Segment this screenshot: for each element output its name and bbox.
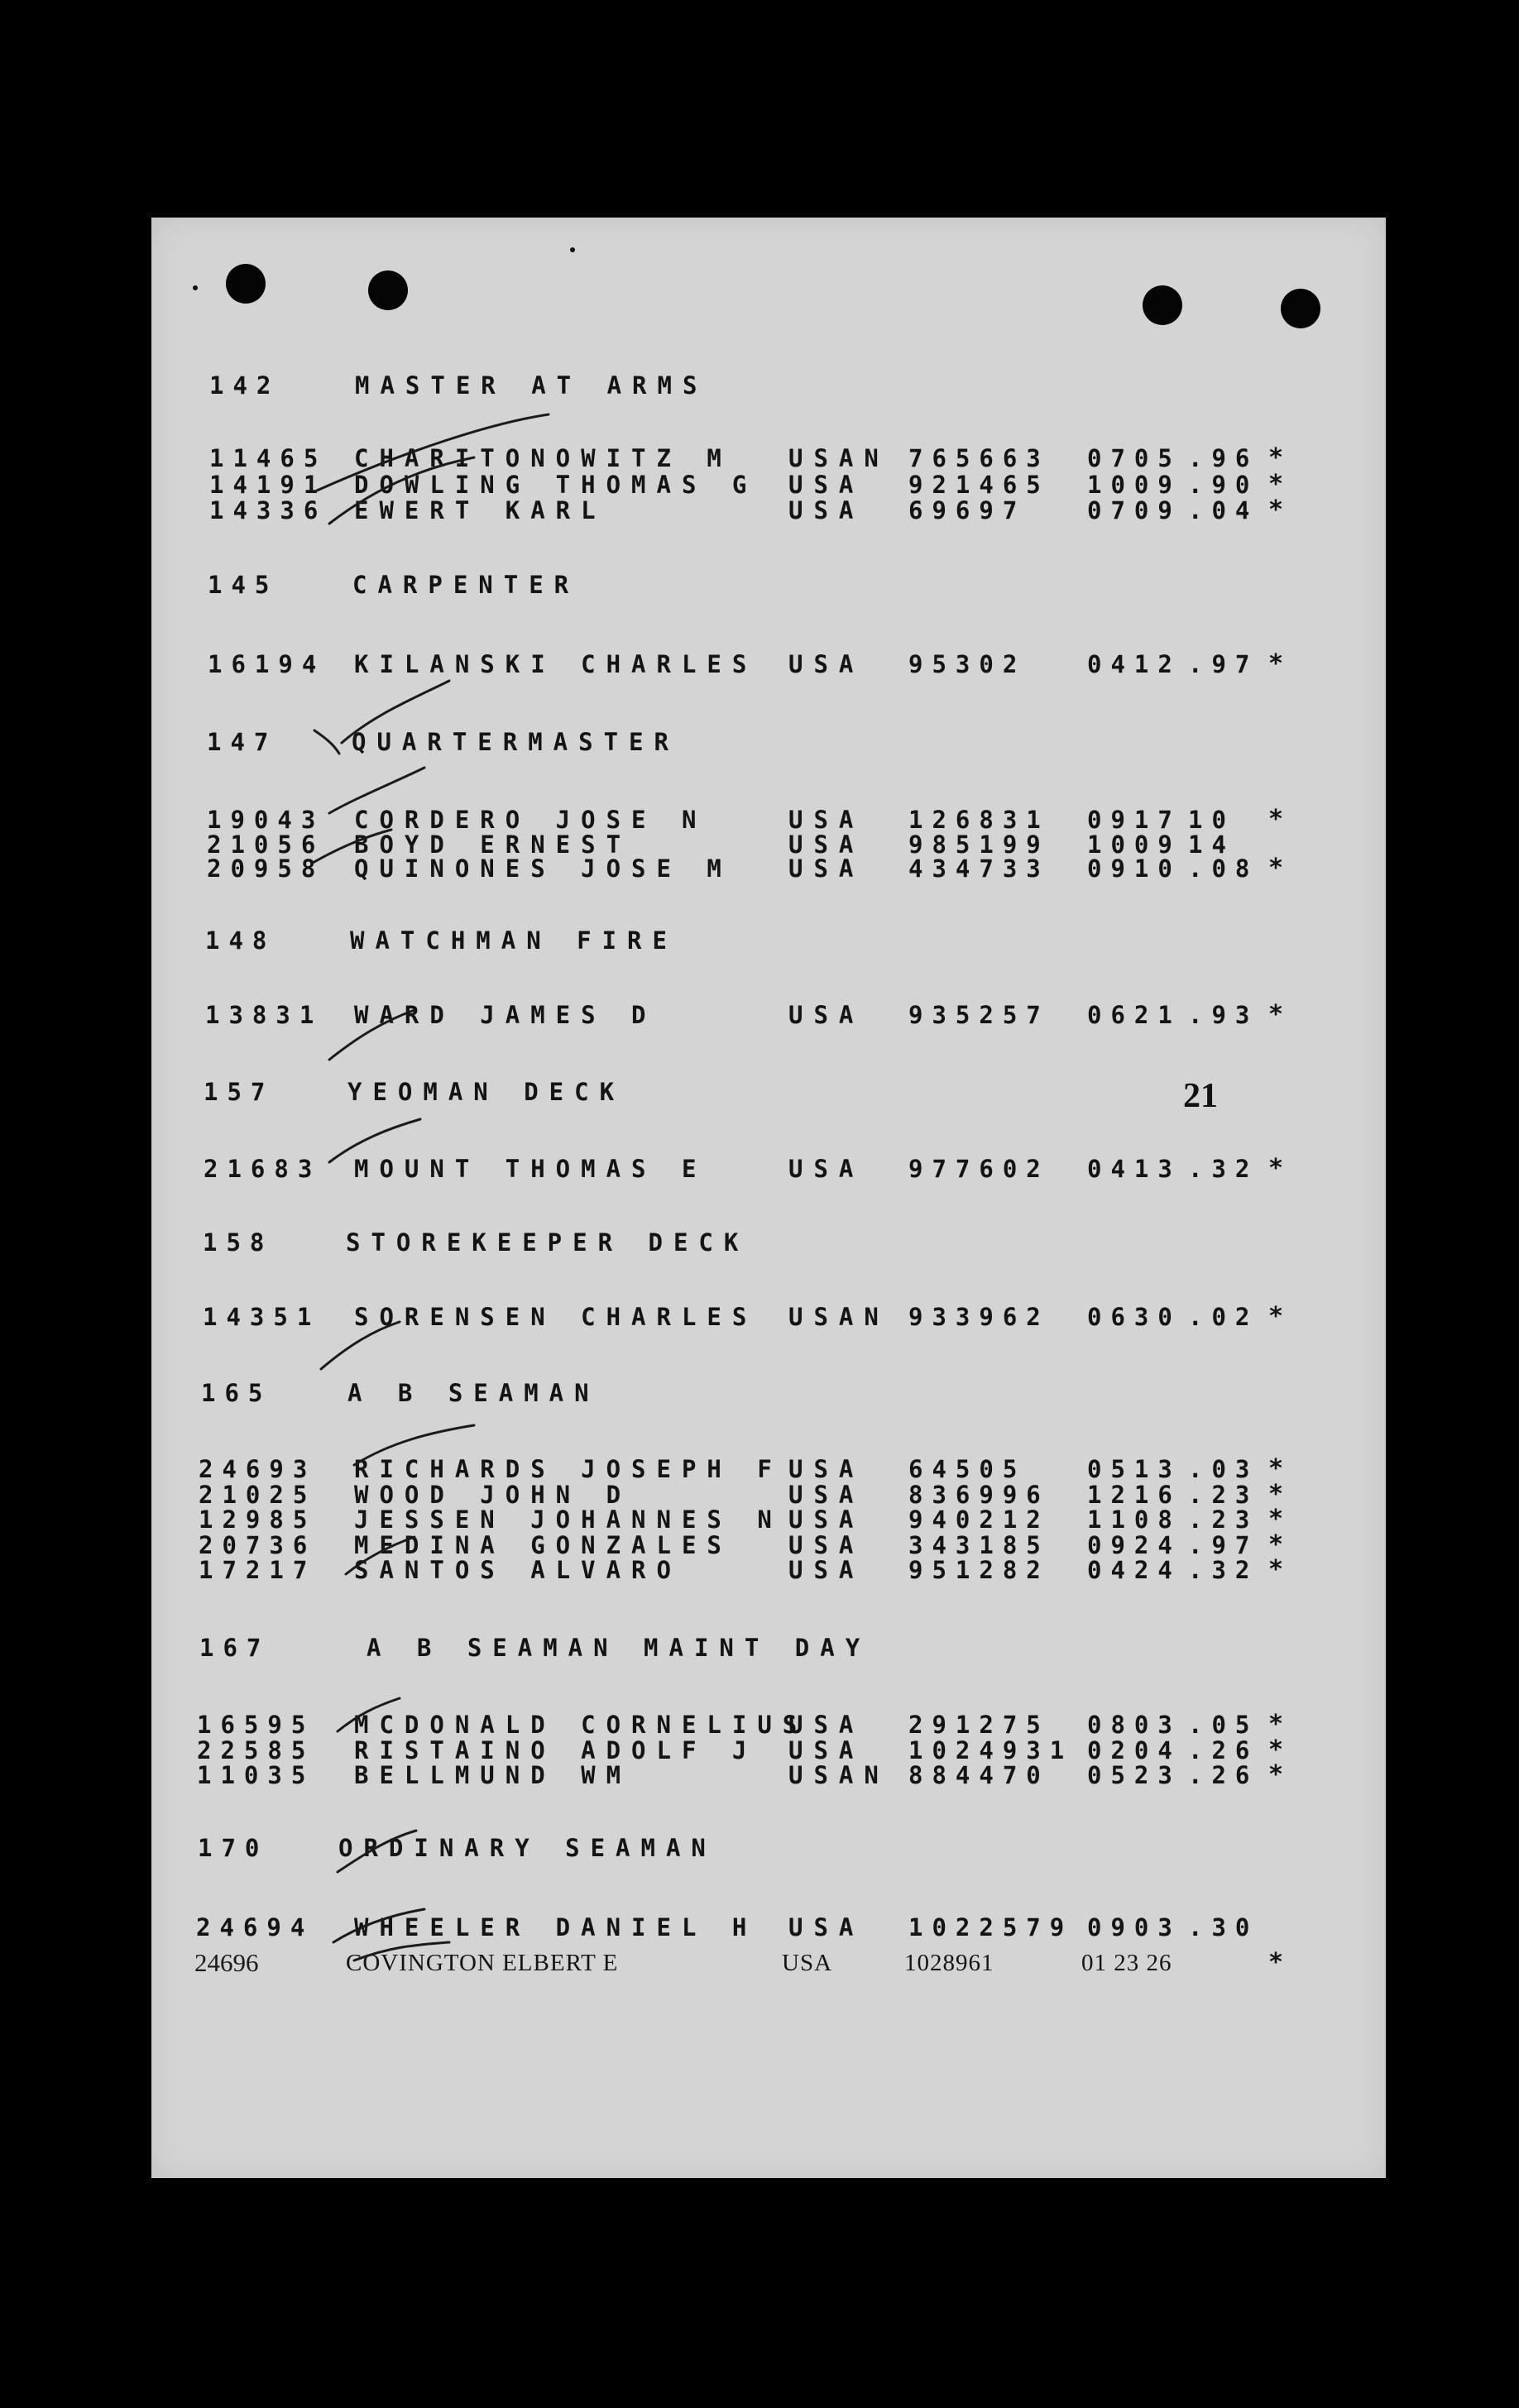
crew-name: BOYD ERNEST [354, 831, 632, 859]
crew-value: .32 [1188, 1155, 1259, 1183]
crew-value: 10 [1188, 806, 1235, 834]
check-mark [338, 1698, 400, 1731]
crew-date: 1009 [1087, 471, 1181, 499]
crew-nationality: USA [788, 1506, 865, 1534]
check-mark [321, 1322, 400, 1369]
crew-name: WOOD JOHN D [354, 1481, 632, 1509]
crew-number: 836996 [908, 1481, 1050, 1509]
asterisk-mark: * [1268, 1555, 1284, 1584]
crew-nationality: USA [788, 1913, 865, 1941]
crew-nationality: USAN [788, 444, 889, 472]
crew-name: CORDERO JOSE N [354, 806, 707, 834]
crew-value: .30 [1188, 1913, 1259, 1941]
asterisk-mark: * [1268, 854, 1284, 883]
crew-id: 21025 [199, 1481, 317, 1509]
crew-name: MEDINA GONZALES [354, 1531, 732, 1559]
asterisk-mark: * [1268, 1454, 1284, 1483]
crew-id: 20736 [199, 1531, 317, 1559]
crew-nationality: USA [788, 1481, 865, 1509]
check-mark [329, 457, 474, 524]
crew-nationality: USA [788, 1736, 865, 1764]
rating-code: 157 [204, 1078, 275, 1106]
crew-number: 434733 [908, 855, 1050, 883]
check-mark [329, 768, 424, 813]
crew-id: 21683 [204, 1155, 322, 1183]
check-mark [317, 414, 549, 491]
crew-name: KILANSKI CHARLES [354, 650, 758, 678]
crew-value: .96 [1188, 444, 1259, 472]
crew-date: 01 23 26 [1081, 1950, 1172, 1976]
crew-nationality: USA [788, 471, 865, 499]
crew-name: MCDONALD CORNELIUS [354, 1711, 808, 1739]
rating-code: 167 [199, 1634, 271, 1662]
asterisk-mark: * [1268, 1000, 1284, 1029]
crew-date: 0910 [1087, 855, 1181, 883]
crew-number: 985199 [908, 831, 1050, 859]
rating-title: WATCHMAN FIRE [350, 926, 678, 955]
crew-id: 12985 [199, 1506, 317, 1534]
crew-number: 1028961 [904, 1950, 994, 1976]
asterisk-mark: * [1268, 1530, 1284, 1559]
check-mark [314, 730, 339, 754]
crew-id: 19043 [207, 806, 325, 834]
crew-number: 69697 [908, 496, 1027, 524]
crew-id: 24696 [194, 1948, 259, 1977]
crew-nationality: USA [788, 1001, 865, 1029]
rating-title: QUARTERMASTER [352, 728, 679, 756]
check-mark [346, 1537, 414, 1574]
asterisk-mark: * [1268, 1710, 1284, 1739]
rating-title: YEOMAN DECK [347, 1078, 625, 1106]
crew-value: .23 [1188, 1506, 1259, 1534]
asterisk-mark: * [1268, 1505, 1284, 1534]
check-mark [354, 1425, 474, 1465]
crew-name: EWERT KARL [354, 496, 606, 524]
asterisk-mark: * [1268, 1480, 1284, 1509]
crew-id: 21056 [207, 831, 325, 859]
check-mark [338, 1831, 416, 1872]
asterisk-mark: * [1268, 1735, 1284, 1764]
crew-nationality: USA [788, 855, 865, 883]
crew-nationality: USA [788, 496, 865, 524]
handwritten-check-marks [151, 218, 1386, 2178]
asterisk-mark: * [1268, 443, 1284, 472]
asterisk-mark: * [1268, 1154, 1284, 1183]
crew-value: .03 [1188, 1455, 1259, 1483]
rating-code: 142 [209, 371, 280, 400]
crew-nationality: USA [788, 1711, 865, 1739]
rating-code: 145 [208, 571, 279, 599]
crew-nationality: USA [788, 1155, 865, 1183]
crew-value: .93 [1188, 1001, 1259, 1029]
crew-id: 11465 [209, 444, 328, 472]
crew-date: 0204 [1087, 1736, 1181, 1764]
crew-date: 0630 [1087, 1303, 1181, 1331]
crew-nationality: USA [788, 1531, 865, 1559]
crew-nationality: USA [788, 1455, 865, 1483]
crew-number: 921465 [908, 471, 1050, 499]
check-mark [354, 1942, 449, 1960]
crew-date: 0621 [1087, 1001, 1181, 1029]
crew-date: 0803 [1087, 1711, 1181, 1739]
asterisk-mark: * [1268, 470, 1284, 499]
crew-value: .32 [1188, 1556, 1259, 1584]
crew-id: 13831 [205, 1001, 323, 1029]
crew-name: DOWLING THOMAS G [354, 471, 758, 499]
rating-code: 148 [205, 926, 276, 955]
crew-id: 22585 [197, 1736, 315, 1764]
crew-number: 977602 [908, 1155, 1050, 1183]
crew-number: 291275 [908, 1711, 1050, 1739]
check-mark [342, 681, 449, 743]
crew-date: 0412 [1087, 650, 1181, 678]
document-page [151, 218, 1386, 2178]
crew-number: 940212 [908, 1506, 1050, 1534]
crew-id: 11035 [197, 1761, 315, 1789]
crew-date: 1009 [1087, 831, 1181, 859]
crew-nationality: USA [788, 806, 865, 834]
crew-value: .02 [1188, 1303, 1259, 1331]
asterisk-mark: * [1268, 805, 1284, 834]
crew-id: 14191 [209, 471, 328, 499]
check-mark [333, 1909, 424, 1942]
page-number: 21 [1183, 1077, 1218, 1115]
crew-number: 884470 [908, 1761, 1050, 1789]
rating-title: CARPENTER [352, 571, 580, 599]
crew-number: 951282 [908, 1556, 1050, 1584]
crew-value: .97 [1188, 1531, 1259, 1559]
rating-title: MASTER AT ARMS [355, 371, 708, 400]
crew-number: 95302 [908, 650, 1027, 678]
crew-value: .04 [1188, 496, 1259, 524]
rating-title: ORDINARY SEAMAN [338, 1834, 716, 1862]
asterisk-mark: * [1268, 1302, 1284, 1331]
crew-value: .90 [1188, 471, 1259, 499]
crew-number: 933962 [908, 1303, 1050, 1331]
check-mark [329, 1010, 414, 1060]
rating-code: 165 [201, 1379, 272, 1407]
rating-code: 170 [198, 1834, 269, 1862]
crew-name: QUINONES JOSE M [354, 855, 732, 883]
crew-name: RISTAINO ADOLF J [354, 1736, 758, 1764]
crew-date: 0523 [1087, 1761, 1181, 1789]
crew-value: .23 [1188, 1481, 1259, 1509]
crew-id: 24694 [196, 1913, 314, 1941]
crew-nationality: USAN [788, 1761, 889, 1789]
crew-nationality: USA [788, 650, 865, 678]
crew-number: 935257 [908, 1001, 1050, 1029]
crew-number: 64505 [908, 1455, 1027, 1483]
crew-nationality: USAN [788, 1303, 889, 1331]
crew-id: 14351 [203, 1303, 321, 1331]
crew-name: SORENSEN CHARLES [354, 1303, 758, 1331]
crew-value: .26 [1188, 1736, 1259, 1764]
crew-name: CHARITONOWITZ M [354, 444, 732, 472]
crew-id: 20958 [207, 855, 325, 883]
crew-nationality: USA [782, 1950, 833, 1976]
rating-title: STOREKEEPER DECK [346, 1228, 750, 1257]
crew-date: 1216 [1087, 1481, 1181, 1509]
crew-id: 24693 [199, 1455, 317, 1483]
crew-name: JESSEN JOHANNES N [354, 1506, 783, 1534]
check-mark [329, 1119, 420, 1162]
crew-value: .97 [1188, 650, 1259, 678]
crew-value: 14 [1188, 831, 1235, 859]
crew-name: WHEELER DANIEL H [354, 1913, 758, 1941]
crew-id: 14336 [209, 496, 328, 524]
crew-date: 0903 [1087, 1913, 1181, 1941]
crew-date: 0513 [1087, 1455, 1181, 1483]
crew-id: 16194 [208, 650, 326, 678]
crew-date: 1108 [1087, 1506, 1181, 1534]
crew-name: MOUNT THOMAS E [354, 1155, 707, 1183]
crew-date: 0917 [1087, 806, 1181, 834]
crew-name: BELLMUND WM [354, 1761, 632, 1789]
crew-number: 343185 [908, 1531, 1050, 1559]
crew-id: 17217 [199, 1556, 317, 1584]
crew-date: 0413 [1087, 1155, 1181, 1183]
rating-code: 158 [203, 1228, 274, 1257]
crew-number: 1022579 [908, 1913, 1074, 1941]
crew-number: 1024931 [908, 1736, 1074, 1764]
asterisk-mark: * [1268, 649, 1284, 678]
crew-name: COVINGTON ELBERT E [346, 1950, 619, 1976]
crew-number: 126831 [908, 806, 1050, 834]
check-mark [313, 830, 391, 863]
crew-name: RICHARDS JOSEPH F [354, 1455, 783, 1483]
crew-nationality: USA [788, 1556, 865, 1584]
crew-date: 0924 [1087, 1531, 1181, 1559]
crew-name: SANTOS ALVARO [354, 1556, 682, 1584]
crew-nationality: USA [788, 831, 865, 859]
crew-value: .26 [1188, 1761, 1259, 1789]
crew-name: WARD JAMES D [354, 1001, 657, 1029]
crew-id: 16595 [197, 1711, 315, 1739]
asterisk-mark: * [1268, 1948, 1284, 1977]
rating-title: A B SEAMAN MAINT DAY [367, 1634, 871, 1662]
rating-title: A B SEAMAN [347, 1379, 600, 1407]
crew-value: .08 [1188, 855, 1259, 883]
crew-value: .05 [1188, 1711, 1259, 1739]
rating-code: 147 [207, 728, 278, 756]
crew-date: 0709 [1087, 496, 1181, 524]
crew-number: 765663 [908, 444, 1050, 472]
crew-date: 0705 [1087, 444, 1181, 472]
asterisk-mark: * [1268, 495, 1284, 524]
asterisk-mark: * [1268, 1760, 1284, 1789]
crew-date: 0424 [1087, 1556, 1181, 1584]
